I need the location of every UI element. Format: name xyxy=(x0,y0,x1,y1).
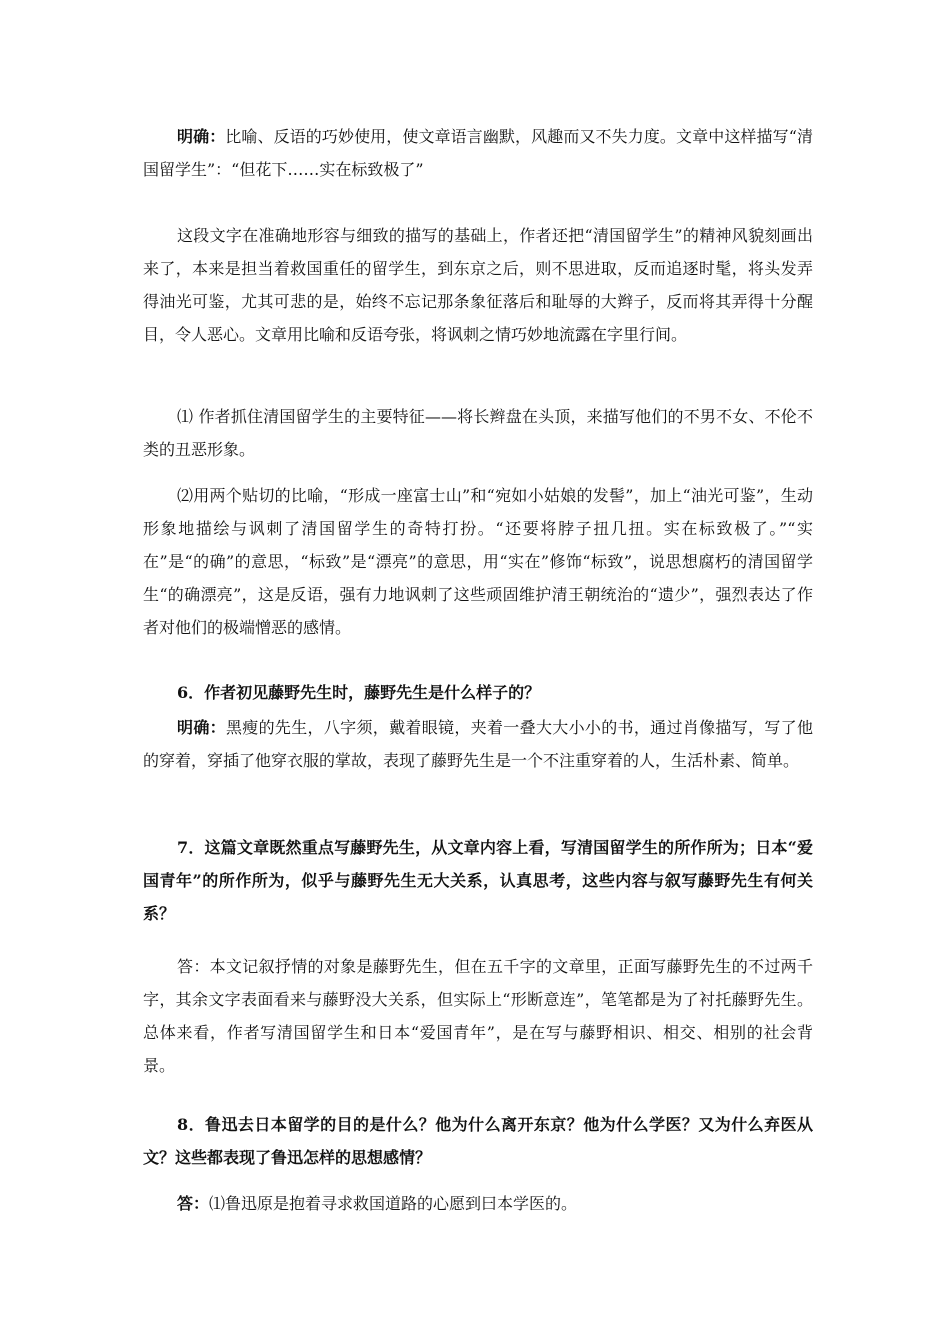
answer-8 xyxy=(143,1187,813,1220)
answer-label: 明确： xyxy=(177,718,226,737)
answer-label: 答： xyxy=(177,1194,210,1213)
answer-text: ⑴鲁迅原是抱着寻求救国道路的心愿到曰本学医的。 xyxy=(209,1194,578,1213)
answer-7: 答：本文记叙抒情的对象是藤野先生，但在五千字的文章里，正面写藤野先生的不过两千字，其余文字表面看来与藤野没大关系，但实际上“形断意连”，笔笔都是为了衬托藤野先生。总体来看，作者写清国留学生和日本“爱国青年”，是在写与藤野相识、相交、相别的社会背景。 xyxy=(143,957,813,1075)
paragraph-point-1: ⑴ 作者抓住清国留学生的主要特征——将长辫盘在头顶，来描写他们的不男不女、不伦不类的丑恶形象。 xyxy=(143,407,813,459)
question-7: 7．这篇文章既然重点写藤野先生，从文章内容上看，写清国留学生的所作所为；日本“爱国青年”的所作所为，似乎与藤野先生无大关系，认真思考，这些内容与叙写藤野先生有何关系？ xyxy=(143,838,813,923)
answer-label: 明确： xyxy=(177,127,226,146)
question-8: 8．鲁迅去日本留学的目的是什么？他为什么离开东京？他为什么学医？又为什么弃医从文？这些都表现了鲁迅怎样的思想感情？ xyxy=(143,1115,813,1167)
answer-text: 比喻、反语的巧妙使用，使文章语言幽默，风趣而又不失力度。文章中这样描写“清国留学生”：“但花下……实在标致极了” xyxy=(143,127,813,179)
answer-6 xyxy=(143,711,813,777)
question-6: 6．作者初见藤野先生时，藤野先生是什么样子的？ xyxy=(177,683,541,702)
paragraph-analysis: 这段文字在准确地形容与细致的描写的基础上，作者还把“清国留学生”的精神风貌刻画出来了，本来是担当着救国重任的留学生，到东京之后，则不思进取，反而追逐时髦，将头发弄得油光可鉴，尤其可悲的是，始终不忘记那条象征落后和耻辱的大辫子，反而将其弄得十分醒目，令人恶心。文章用比喻和反语夸张，将讽刺之情巧妙地流露在字里行间。 xyxy=(143,226,813,344)
paragraph-answer-metaphor xyxy=(143,120,813,186)
answer-text: 黑瘦的先生，八字须，戴着眼镜，夹着一叠大大小小的书，通过肖像描写，写了他的穿着，穿插了他穿衣服的掌故，表现了藤野先生是一个不注重穿着的人，生活朴素、简单。 xyxy=(143,718,813,770)
paragraph-point-2: ⑵用两个贴切的比喻，“形成一座富士山”和“宛如小姑娘的发髻”，加上“油光可鉴”，生动形象地描绘与讽刺了清国留学生的奇特打扮。“还要将脖子扭几扭。实在标致极了。”“实在”是“的确”的意思，“标致”是“漂亮”的意思，用“实在”修饰“标致”，说思想腐朽的清国留学生“的确漂亮”，这是反语，强有力地讽刺了这些顽固维护清王朝统治的“遗少”，强烈表达了作者对他们的极端憎恶的感情。 xyxy=(143,486,813,637)
